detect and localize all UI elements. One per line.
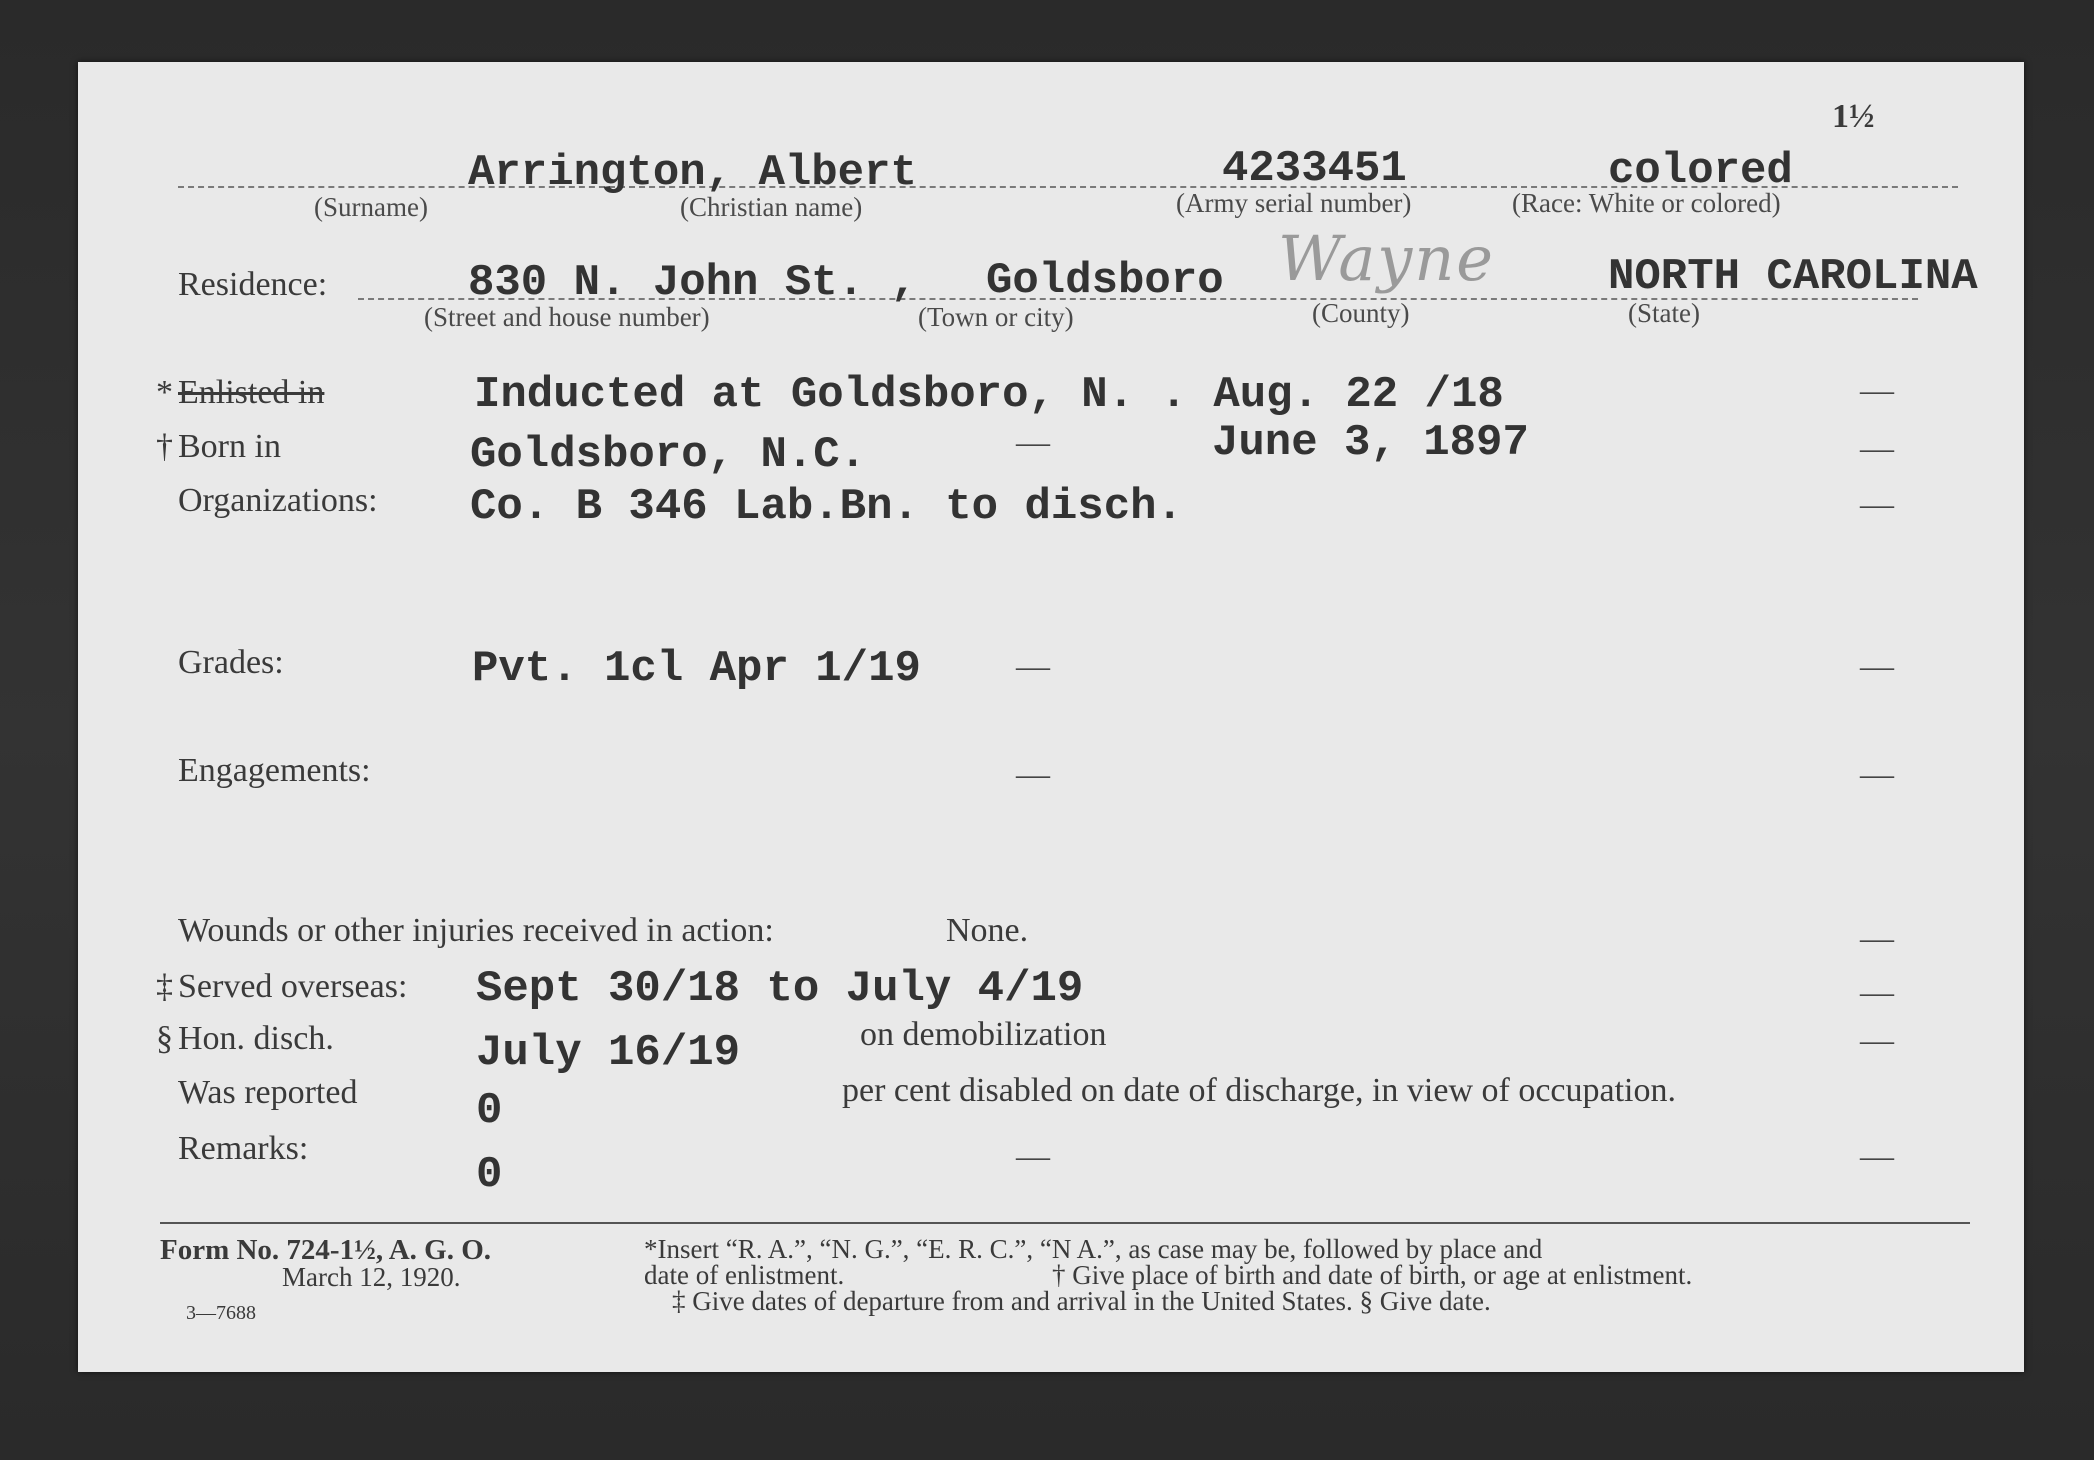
engagements-mid-dash: —: [1016, 756, 1050, 793]
born-place: Goldsboro, N.C.: [470, 430, 867, 480]
remarks-dash: —: [1860, 1138, 1894, 1175]
army-serial-number: 4233451: [1222, 144, 1407, 194]
born-date: June 3, 1897: [1212, 418, 1529, 468]
wounds-label: Wounds or other injuries received in action:: [178, 912, 774, 949]
born-dash: —: [1860, 430, 1894, 467]
footer-note-3: ‡ Give dates of departure from and arrival in the United States. § Give date.: [672, 1286, 1491, 1316]
footer-note-2b: † Give place of birth and date of birth, or age at enlistment.: [1052, 1260, 1693, 1290]
serial-caption: (Army serial number): [1176, 188, 1412, 218]
overseas-value: Sept 30/18 to July 4/19: [476, 964, 1084, 1014]
reported-label: Was reported: [178, 1074, 358, 1111]
county-caption: (County): [1312, 298, 1410, 328]
born-label: Born in: [178, 428, 281, 465]
form-date: March 12, 1920.: [282, 1262, 461, 1292]
overseas-marker: ‡: [156, 968, 173, 1005]
remarks-value: 0: [476, 1150, 503, 1200]
town-caption: (Town or city): [918, 302, 1074, 332]
enlisted-dash: —: [1860, 372, 1894, 409]
wounds-value: None.: [946, 912, 1029, 949]
race-value: colored: [1608, 146, 1793, 196]
service-record-card: [78, 62, 2024, 1372]
form-number: Form No. 724-1½, A. G. O.: [160, 1234, 492, 1266]
footer-rule: [160, 1222, 1970, 1224]
engagements-dash: —: [1860, 756, 1894, 793]
grades-value: Pvt. 1cl Apr 1/19: [472, 644, 921, 694]
christian-name-caption: (Christian name): [680, 192, 863, 222]
footer-note-2a: date of enlistment.: [644, 1260, 845, 1290]
engagements-label: Engagements:: [178, 752, 371, 789]
overseas-dash: —: [1860, 974, 1894, 1011]
enlisted-value: Inducted at Goldsboro, N. . Aug. 22 /18: [474, 370, 1504, 420]
enlisted-marker: *: [156, 374, 173, 411]
grades-label: Grades:: [178, 644, 284, 681]
organizations-value: Co. B 346 Lab.Bn. to disch.: [470, 482, 1183, 532]
reported-value: 0: [476, 1086, 503, 1136]
discharge-marker: §: [156, 1020, 173, 1057]
print-number: 3—7688: [186, 1302, 256, 1324]
organizations-dash: —: [1860, 486, 1894, 523]
born-mid-dash: —: [1016, 424, 1050, 461]
card-corner-number: 1½: [1832, 98, 1875, 135]
street-caption: (Street and house number): [424, 302, 710, 332]
residence-street: 830 N. John St. ,: [468, 258, 917, 308]
residence-label: Residence:: [178, 266, 328, 303]
soldier-name: Arrington, Albert: [468, 148, 917, 198]
discharge-dash: —: [1860, 1022, 1894, 1059]
discharge-note: on demobilization: [860, 1016, 1107, 1053]
footer-note-1: *Insert “R. A.”, “N. G.”, “E. R. C.”, “N A.”, as case may be, followed by place and: [644, 1234, 1543, 1264]
remarks-label: Remarks:: [178, 1130, 309, 1167]
discharge-label: Hon. disch.: [178, 1020, 334, 1057]
grades-dash: —: [1860, 648, 1894, 685]
overseas-label: Served overseas:: [178, 968, 408, 1005]
residence-town: Goldsboro: [986, 256, 1224, 306]
surname-caption: (Surname): [314, 192, 428, 222]
state-caption: (State): [1628, 298, 1700, 328]
race-caption: (Race: White or colored): [1512, 188, 1781, 218]
remarks-mid-dash: —: [1016, 1138, 1050, 1175]
wounds-dash: —: [1860, 920, 1894, 957]
born-marker: †: [156, 428, 173, 465]
residence-county-handwritten: Wayne: [1278, 222, 1495, 295]
grades-mid-dash: —: [1016, 648, 1050, 685]
residence-state: NORTH CAROLINA: [1608, 252, 1978, 302]
reported-note: per cent disabled on date of discharge, in view of occupation.: [842, 1072, 1676, 1109]
organizations-label: Organizations:: [178, 482, 378, 519]
discharge-date: July 16/19: [476, 1028, 741, 1078]
enlisted-label: Enlisted in: [178, 374, 325, 411]
